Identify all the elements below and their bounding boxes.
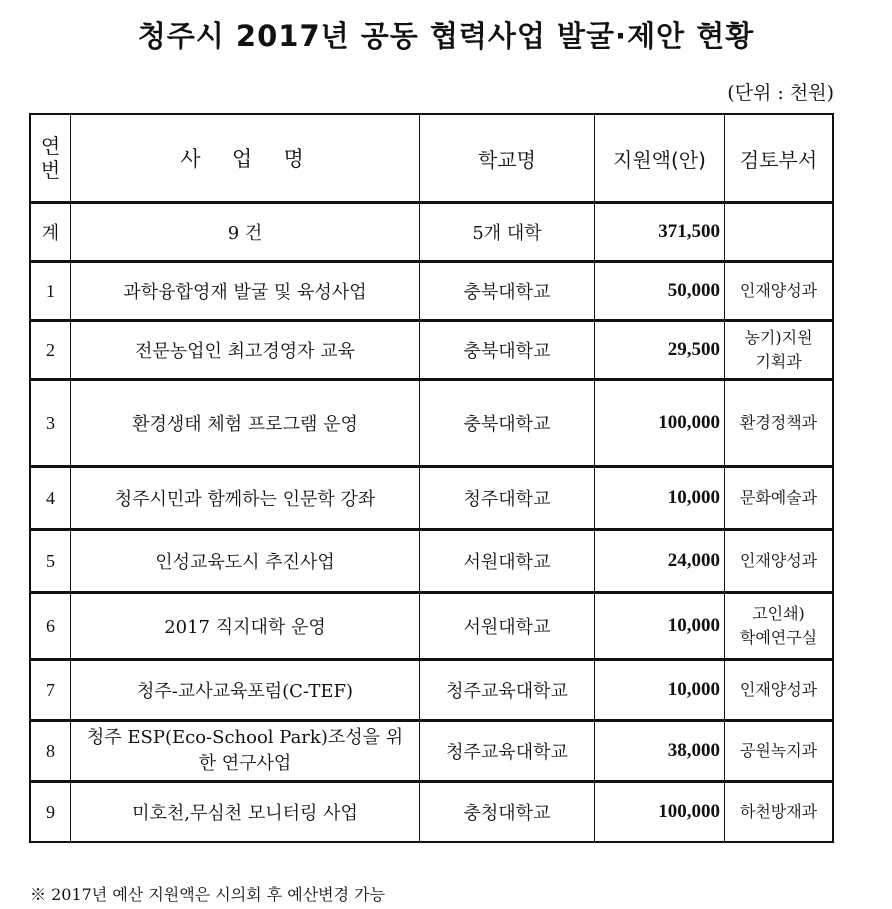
review-dept-line: 농기)지원	[744, 328, 813, 347]
total-dept	[725, 204, 832, 260]
project-name	[71, 722, 420, 780]
project-name: 청주-교사교육포럼(C-TEF)	[71, 661, 420, 719]
review-dept	[725, 263, 832, 319]
school-name: 청주교육대학교	[420, 722, 595, 780]
project-name: 청주시민과 함께하는 인문학 강좌	[71, 468, 420, 528]
support-amount: 100,000	[595, 783, 725, 841]
review-dept	[725, 468, 832, 528]
row-number: 2	[31, 322, 71, 378]
table-row	[31, 661, 832, 719]
project-name: 환경생태 체험 프로그램 운영	[71, 381, 420, 465]
total-amount: 371,500	[595, 204, 725, 260]
header-no-line2: 번	[40, 158, 61, 182]
total-row	[31, 204, 832, 260]
footnote: ※ 2017년 예산 지원액은 시의회 후 예산변경 가능	[30, 885, 386, 904]
review-dept-line: 공원녹지과	[739, 741, 818, 760]
total-label: 계	[31, 204, 71, 260]
support-amount: 38,000	[595, 722, 725, 780]
review-dept	[725, 381, 832, 465]
review-dept-line: 문화예술과	[739, 488, 818, 507]
header-school: 학교명	[420, 115, 595, 201]
row-number: 3	[31, 381, 71, 465]
school-name: 충청대학교	[420, 783, 595, 841]
review-dept	[725, 722, 832, 780]
school-name: 청주교육대학교	[420, 661, 595, 719]
table-row	[31, 468, 832, 528]
review-dept	[725, 322, 832, 378]
review-dept	[725, 783, 832, 841]
review-dept-line: 고인쇄)	[752, 604, 805, 623]
review-dept	[725, 661, 832, 719]
table-row	[31, 594, 832, 658]
school-name: 충북대학교	[420, 263, 595, 319]
table-row	[31, 381, 832, 465]
support-amount: 50,000	[595, 263, 725, 319]
review-dept-line: 인재양성과	[739, 281, 818, 300]
row-number: 9	[31, 783, 71, 841]
school-name: 충북대학교	[420, 381, 595, 465]
unit-label: (단위 : 천원)	[727, 82, 834, 104]
support-amount: 29,500	[595, 322, 725, 378]
project-name: 과학융합영재 발굴 및 육성사업	[71, 263, 420, 319]
project-name: 인성교육도시 추진사업	[71, 531, 420, 591]
row-number: 8	[31, 722, 71, 780]
header-no	[31, 115, 71, 201]
row-number: 6	[31, 594, 71, 658]
total-count: 9 건	[71, 204, 420, 260]
review-dept-line: 환경정책과	[739, 413, 818, 432]
header-no-line1: 연	[40, 134, 61, 158]
review-dept-line: 하천방재과	[739, 802, 818, 821]
review-dept-line: 인재양성과	[739, 551, 818, 570]
review-dept	[725, 594, 832, 658]
row-number: 1	[31, 263, 71, 319]
total-school: 5개 대학	[420, 204, 595, 260]
school-name: 서원대학교	[420, 531, 595, 591]
table-header-row	[31, 115, 832, 201]
table-row	[31, 783, 832, 841]
table-row	[31, 322, 832, 378]
review-dept	[725, 531, 832, 591]
table-row	[31, 722, 832, 780]
header-name: 사 업 명	[71, 115, 420, 201]
support-amount: 100,000	[595, 381, 725, 465]
project-name-line: 한 연구사업	[198, 753, 292, 774]
support-amount: 10,000	[595, 594, 725, 658]
project-table	[29, 113, 834, 843]
project-name-line: 청주 ESP(Eco-School Park)조성을 위	[86, 727, 404, 748]
support-amount: 10,000	[595, 661, 725, 719]
review-dept-line: 인재양성과	[739, 680, 818, 699]
review-dept-line: 학예연구실	[739, 628, 818, 647]
support-amount: 24,000	[595, 531, 725, 591]
row-number: 7	[31, 661, 71, 719]
school-name: 청주대학교	[420, 468, 595, 528]
project-name: 전문농업인 최고경영자 교육	[71, 322, 420, 378]
table-row	[31, 263, 832, 319]
school-name: 서원대학교	[420, 594, 595, 658]
project-name: 2017 직지대학 운영	[71, 594, 420, 658]
support-amount: 10,000	[595, 468, 725, 528]
school-name: 충북대학교	[420, 322, 595, 378]
page-title: 청주시 2017년 공동 협력사업 발굴·제안 현황	[137, 19, 755, 53]
row-number: 4	[31, 468, 71, 528]
project-name: 미호천,무심천 모니터링 사업	[71, 783, 420, 841]
header-dept: 검토부서	[739, 147, 818, 172]
table-row	[31, 531, 832, 591]
row-number: 5	[31, 531, 71, 591]
header-amount: 지원액(안)	[595, 115, 725, 201]
review-dept-line: 기획과	[755, 352, 802, 371]
